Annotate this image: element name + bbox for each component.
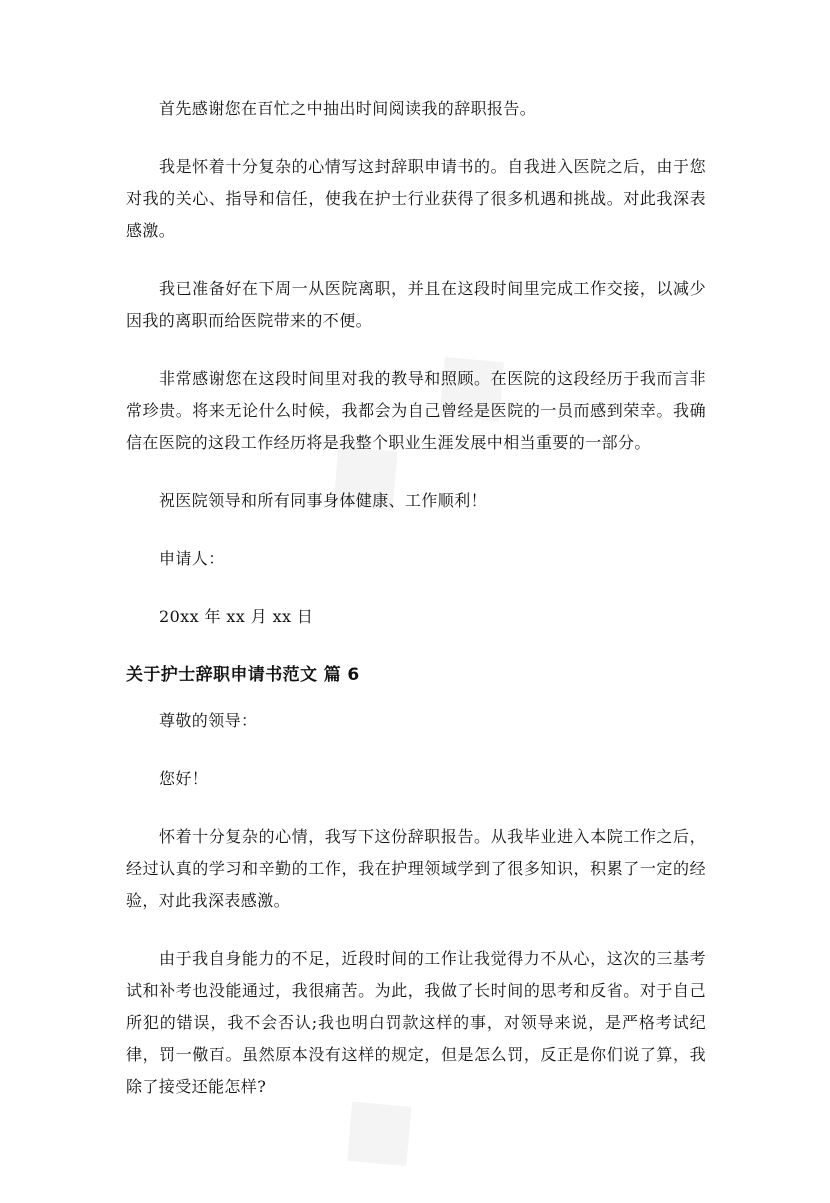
paragraph: 我是怀着十分复杂的心情写这封辞职申请书的。自我进入医院之后，由于您对我的关心、指导和信任，使我在护士行业获得了很多机遇和挑战。对此我深表感激。 <box>126 157 706 240</box>
closing-wish: 祝医院领导和所有同事身体健康、工作顺利！ <box>159 491 488 510</box>
paragraph: 首先感谢您在百忙之中抽出时间阅读我的辞职报告。 <box>159 99 537 118</box>
paragraph: 我已准备好在下周一从医院离职，并且在这段时间里完成工作交接，以减少因我的离职而给医院带来的不便。 <box>126 279 706 330</box>
section-heading: 关于护士辞职申请书范文 篇 6 <box>126 665 360 685</box>
greeting: 您好！ <box>159 769 209 788</box>
salutation: 尊敬的领导： <box>159 711 258 730</box>
paragraph: 怀着十分复杂的心情，我写下这份辞职报告。从我毕业进入本院工作之后，经过认真的学习和辛勤的工作，我在护理领域学到了很多知识，积累了一定的经验，对此我深表感激。 <box>126 827 706 910</box>
paragraph: 由于我自身能力的不足，近段时间的工作让我觉得力不从心，这次的三基考试和补考也没能通过，我很痛苦。为此，我做了长时间的思考和反省。对于自己所犯的错误，我不会否认;我也明白罚款这样的事，对领导来说，是严格考试纪律，罚一儆百。虽然原本没有这样的规定，但是怎么罚，反正是你们说了算，我除了接受还能怎样? <box>126 949 706 1096</box>
date-line: 20xx 年 xx 月 xx 日 <box>159 607 314 626</box>
applicant-label: 申请人： <box>159 549 225 568</box>
document-body <box>126 93 706 1129</box>
paragraph: 非常感谢您在这段时间里对我的教导和照顾。在医院的这段经历于我而言非常珍贵。将来无论什么时候，我都会为自己曾经是医院的一员而感到荣幸。我确信在医院的这段工作经历将是我整个职业生涯发展中相当重要的一部分。 <box>126 369 706 452</box>
